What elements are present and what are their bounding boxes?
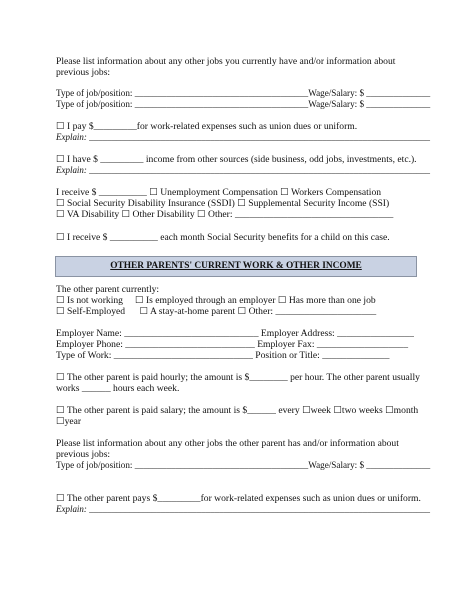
explain-blank[interactable]: ____________________________________________________________________________ [86,504,431,515]
explain-blank[interactable]: ____________________________________________________________________________ [86,132,431,143]
hourly-line-2[interactable]: works ______ hours each week. [56,383,180,394]
parent-explain-field[interactable] [56,504,430,515]
parent-job-row[interactable]: Type of job/position: ______________________________________Wage/Salary: $ ______________ [56,460,431,471]
income-explain-field[interactable] [56,165,430,176]
section-title: OTHER PARENTS' CURRENT WORK & OTHER INCOME [110,260,362,271]
employer-row-3[interactable]: Type of Work: _____________________________ Position or Title: ______________ [56,350,390,361]
employer-row-1[interactable]: Employer Name: ____________________________ Employer Address: ________________ [56,328,414,339]
intro-line-2: previous jobs: [56,67,111,78]
intro-line-1: Please list information about any other jobs you currently have and/or information about [56,56,396,67]
salary-line-1[interactable]: ☐ The other parent is paid salary; the amount is $______ every ☐week ☐two weeks ☐month [56,405,419,416]
pay-expenses-line[interactable]: ☐ I pay $_________for work-related expenses such as union dues or uniform. [56,121,358,132]
parent-status-options-1[interactable]: ☐ Is not working ☐ Is employed through an employer ☐ Has more than one job [56,295,376,306]
salary-line-2[interactable]: ☐year [56,416,82,427]
explain-blank[interactable]: ____________________________________________________________________________ [86,165,431,176]
other-income-line[interactable]: ☐ I have $ _________ income from other sources (side business, odd jobs, investments, etc.). [56,154,417,165]
employer-row-2[interactable]: Employer Phone: ___________________________ Employer Fax: ___________________ [56,339,409,350]
job-row-1[interactable]: Type of job/position: ______________________________________Wage/Salary: $ ______________ [56,88,431,99]
child-ss-line[interactable]: ☐ I receive $ __________ each month Social Security benefits for a child on this case. [56,232,390,243]
pay-explain-field[interactable] [56,132,430,143]
receive-line-1[interactable]: I receive $ __________ ☐ Unemployment Compensation ☐ Workers Compensation [56,187,382,198]
receive-line-2[interactable]: ☐ Social Security Disability Insurance (SSDI) ☐ Supplemental Security Income (SSI) [56,198,390,209]
explain-label: Explain: [56,165,87,176]
hourly-line-1[interactable]: ☐ The other parent is paid hourly; the amount is $________ per hour. The other parent usually [56,372,420,383]
job-row-2[interactable]: Type of job/position: ______________________________________Wage/Salary: $ ______________ [56,99,431,110]
explain-label: Explain: [56,504,87,515]
parent-pays-line[interactable]: ☐ The other parent pays $_________for work-related expenses such as union dues or uniform. [56,493,421,504]
parent-jobs-intro-1: Please list information about any other jobs the other parent has and/or information about [56,438,399,449]
section-header [55,256,417,277]
receive-line-3[interactable]: ☐ VA Disability ☐ Other Disability ☐ Other: _________________________________ [56,209,394,220]
parent-jobs-intro-2: previous jobs: [56,449,111,460]
parent-currently-label: The other parent currently: [56,284,160,295]
explain-label: Explain: [56,132,87,143]
parent-status-options-2[interactable]: ☐ Self-Employed ☐ A stay-at-home parent ☐ Other: _____________________ [56,306,377,317]
